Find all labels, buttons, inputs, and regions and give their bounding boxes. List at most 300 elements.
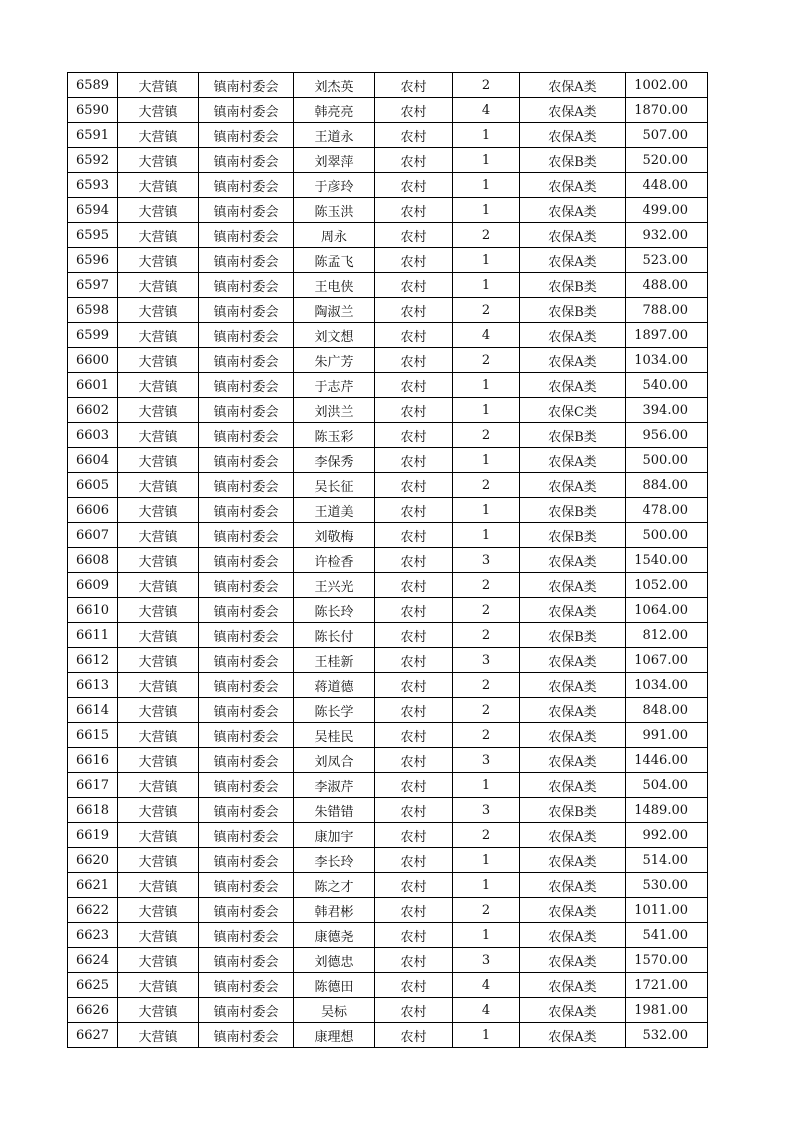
name-cell: 陈长付 xyxy=(294,623,375,648)
village-committee-cell: 镇南村委会 xyxy=(199,323,294,348)
table-row xyxy=(68,573,708,598)
name-cell: 刘文想 xyxy=(294,323,375,348)
table-row xyxy=(68,948,708,973)
table-row xyxy=(68,748,708,773)
town-cell: 大营镇 xyxy=(118,523,199,548)
village-committee-cell: 镇南村委会 xyxy=(199,1023,294,1048)
area-type-cell: 农村 xyxy=(375,198,453,223)
household-size-cell: 2 xyxy=(453,298,520,323)
area-type-cell: 农村 xyxy=(375,1023,453,1048)
town-cell: 大营镇 xyxy=(118,873,199,898)
household-size-cell: 3 xyxy=(453,648,520,673)
name-cell: 吴桂民 xyxy=(294,723,375,748)
serial-number-cell: 6600 xyxy=(68,348,118,373)
area-type-cell: 农村 xyxy=(375,573,453,598)
village-committee-cell: 镇南村委会 xyxy=(199,998,294,1023)
table-row xyxy=(68,373,708,398)
village-committee-cell: 镇南村委会 xyxy=(199,923,294,948)
area-type-cell: 农村 xyxy=(375,123,453,148)
category-cell: 农保A类 xyxy=(520,948,626,973)
town-cell: 大营镇 xyxy=(118,848,199,873)
household-size-cell: 2 xyxy=(453,473,520,498)
area-type-cell: 农村 xyxy=(375,298,453,323)
amount-cell: 1870.00 xyxy=(626,98,708,123)
village-committee-cell: 镇南村委会 xyxy=(199,898,294,923)
name-cell: 周永 xyxy=(294,223,375,248)
name-cell: 刘敬梅 xyxy=(294,523,375,548)
table-row xyxy=(68,273,708,298)
table-row xyxy=(68,423,708,448)
serial-number-cell: 6602 xyxy=(68,398,118,423)
amount-cell: 507.00 xyxy=(626,123,708,148)
amount-cell: 1540.00 xyxy=(626,548,708,573)
village-committee-cell: 镇南村委会 xyxy=(199,223,294,248)
serial-number-cell: 6604 xyxy=(68,448,118,473)
table-row xyxy=(68,323,708,348)
serial-number-cell: 6624 xyxy=(68,948,118,973)
table-row xyxy=(68,473,708,498)
household-size-cell: 1 xyxy=(453,923,520,948)
village-committee-cell: 镇南村委会 xyxy=(199,248,294,273)
amount-cell: 1721.00 xyxy=(626,973,708,998)
village-committee-cell: 镇南村委会 xyxy=(199,823,294,848)
amount-cell: 788.00 xyxy=(626,298,708,323)
category-cell: 农保A类 xyxy=(520,598,626,623)
village-committee-cell: 镇南村委会 xyxy=(199,548,294,573)
category-cell: 农保A类 xyxy=(520,373,626,398)
village-committee-cell: 镇南村委会 xyxy=(199,723,294,748)
category-cell: 农保A类 xyxy=(520,448,626,473)
serial-number-cell: 6589 xyxy=(68,73,118,98)
area-type-cell: 农村 xyxy=(375,598,453,623)
name-cell: 蒋道德 xyxy=(294,673,375,698)
village-committee-cell: 镇南村委会 xyxy=(199,698,294,723)
household-size-cell: 2 xyxy=(453,423,520,448)
name-cell: 韩亮亮 xyxy=(294,98,375,123)
table-row xyxy=(68,873,708,898)
village-committee-cell: 镇南村委会 xyxy=(199,473,294,498)
serial-number-cell: 6617 xyxy=(68,773,118,798)
area-type-cell: 农村 xyxy=(375,248,453,273)
category-cell: 农保A类 xyxy=(520,723,626,748)
household-size-cell: 1 xyxy=(453,198,520,223)
village-committee-cell: 镇南村委会 xyxy=(199,773,294,798)
name-cell: 康德尧 xyxy=(294,923,375,948)
village-committee-cell: 镇南村委会 xyxy=(199,798,294,823)
area-type-cell: 农村 xyxy=(375,423,453,448)
area-type-cell: 农村 xyxy=(375,923,453,948)
category-cell: 农保A类 xyxy=(520,73,626,98)
area-type-cell: 农村 xyxy=(375,523,453,548)
town-cell: 大营镇 xyxy=(118,348,199,373)
town-cell: 大营镇 xyxy=(118,473,199,498)
village-committee-cell: 镇南村委会 xyxy=(199,73,294,98)
category-cell: 农保C类 xyxy=(520,398,626,423)
category-cell: 农保A类 xyxy=(520,773,626,798)
category-cell: 农保A类 xyxy=(520,923,626,948)
household-size-cell: 1 xyxy=(453,148,520,173)
town-cell: 大营镇 xyxy=(118,573,199,598)
amount-cell: 1489.00 xyxy=(626,798,708,823)
village-committee-cell: 镇南村委会 xyxy=(199,948,294,973)
area-type-cell: 农村 xyxy=(375,348,453,373)
village-committee-cell: 镇南村委会 xyxy=(199,848,294,873)
amount-cell: 500.00 xyxy=(626,523,708,548)
table-row xyxy=(68,248,708,273)
table-row xyxy=(68,298,708,323)
town-cell: 大营镇 xyxy=(118,373,199,398)
category-cell: 农保A类 xyxy=(520,123,626,148)
category-cell: 农保A类 xyxy=(520,648,626,673)
amount-cell: 499.00 xyxy=(626,198,708,223)
household-size-cell: 2 xyxy=(453,673,520,698)
serial-number-cell: 6610 xyxy=(68,598,118,623)
area-type-cell: 农村 xyxy=(375,823,453,848)
category-cell: 农保A类 xyxy=(520,473,626,498)
serial-number-cell: 6594 xyxy=(68,198,118,223)
town-cell: 大营镇 xyxy=(118,98,199,123)
household-size-cell: 1 xyxy=(453,273,520,298)
amount-cell: 541.00 xyxy=(626,923,708,948)
serial-number-cell: 6620 xyxy=(68,848,118,873)
category-cell: 农保B类 xyxy=(520,623,626,648)
village-committee-cell: 镇南村委会 xyxy=(199,148,294,173)
serial-number-cell: 6614 xyxy=(68,698,118,723)
serial-number-cell: 6601 xyxy=(68,373,118,398)
table-row xyxy=(68,848,708,873)
name-cell: 吴长征 xyxy=(294,473,375,498)
name-cell: 陈德田 xyxy=(294,973,375,998)
category-cell: 农保A类 xyxy=(520,873,626,898)
serial-number-cell: 6605 xyxy=(68,473,118,498)
serial-number-cell: 6615 xyxy=(68,723,118,748)
name-cell: 朱广芳 xyxy=(294,348,375,373)
amount-cell: 1446.00 xyxy=(626,748,708,773)
town-cell: 大营镇 xyxy=(118,973,199,998)
town-cell: 大营镇 xyxy=(118,198,199,223)
household-size-cell: 1 xyxy=(453,498,520,523)
category-cell: 农保A类 xyxy=(520,998,626,1023)
amount-cell: 848.00 xyxy=(626,698,708,723)
table-row xyxy=(68,348,708,373)
category-cell: 农保B类 xyxy=(520,148,626,173)
area-type-cell: 农村 xyxy=(375,548,453,573)
serial-number-cell: 6603 xyxy=(68,423,118,448)
amount-cell: 448.00 xyxy=(626,173,708,198)
town-cell: 大营镇 xyxy=(118,123,199,148)
village-committee-cell: 镇南村委会 xyxy=(199,273,294,298)
serial-number-cell: 6592 xyxy=(68,148,118,173)
area-type-cell: 农村 xyxy=(375,973,453,998)
amount-cell: 992.00 xyxy=(626,823,708,848)
serial-number-cell: 6590 xyxy=(68,98,118,123)
household-size-cell: 1 xyxy=(453,398,520,423)
serial-number-cell: 6608 xyxy=(68,548,118,573)
household-size-cell: 2 xyxy=(453,348,520,373)
name-cell: 许检香 xyxy=(294,548,375,573)
serial-number-cell: 6618 xyxy=(68,798,118,823)
household-size-cell: 3 xyxy=(453,748,520,773)
town-cell: 大营镇 xyxy=(118,748,199,773)
area-type-cell: 农村 xyxy=(375,448,453,473)
household-size-cell: 1 xyxy=(453,523,520,548)
amount-cell: 1034.00 xyxy=(626,673,708,698)
table-row xyxy=(68,698,708,723)
village-committee-cell: 镇南村委会 xyxy=(199,198,294,223)
town-cell: 大营镇 xyxy=(118,298,199,323)
category-cell: 农保A类 xyxy=(520,898,626,923)
serial-number-cell: 6616 xyxy=(68,748,118,773)
amount-cell: 956.00 xyxy=(626,423,708,448)
category-cell: 农保A类 xyxy=(520,248,626,273)
category-cell: 农保A类 xyxy=(520,173,626,198)
village-committee-cell: 镇南村委会 xyxy=(199,598,294,623)
category-cell: 农保A类 xyxy=(520,198,626,223)
town-cell: 大营镇 xyxy=(118,548,199,573)
serial-number-cell: 6626 xyxy=(68,998,118,1023)
name-cell: 陈孟飞 xyxy=(294,248,375,273)
table-row xyxy=(68,98,708,123)
name-cell: 韩君彬 xyxy=(294,898,375,923)
table-row xyxy=(68,1023,708,1048)
roster-table xyxy=(67,72,708,1048)
table-row xyxy=(68,973,708,998)
category-cell: 农保A类 xyxy=(520,98,626,123)
household-size-cell: 4 xyxy=(453,998,520,1023)
household-size-cell: 2 xyxy=(453,698,520,723)
name-cell: 于志芹 xyxy=(294,373,375,398)
amount-cell: 530.00 xyxy=(626,873,708,898)
village-committee-cell: 镇南村委会 xyxy=(199,648,294,673)
serial-number-cell: 6622 xyxy=(68,898,118,923)
village-committee-cell: 镇南村委会 xyxy=(199,498,294,523)
table-row xyxy=(68,498,708,523)
household-size-cell: 3 xyxy=(453,798,520,823)
table-row xyxy=(68,923,708,948)
household-size-cell: 1 xyxy=(453,773,520,798)
area-type-cell: 农村 xyxy=(375,848,453,873)
serial-number-cell: 6597 xyxy=(68,273,118,298)
serial-number-cell: 6606 xyxy=(68,498,118,523)
village-committee-cell: 镇南村委会 xyxy=(199,373,294,398)
amount-cell: 532.00 xyxy=(626,1023,708,1048)
name-cell: 吴标 xyxy=(294,998,375,1023)
town-cell: 大营镇 xyxy=(118,698,199,723)
household-size-cell: 1 xyxy=(453,123,520,148)
town-cell: 大营镇 xyxy=(118,798,199,823)
area-type-cell: 农村 xyxy=(375,623,453,648)
amount-cell: 514.00 xyxy=(626,848,708,873)
amount-cell: 540.00 xyxy=(626,373,708,398)
household-size-cell: 2 xyxy=(453,73,520,98)
village-committee-cell: 镇南村委会 xyxy=(199,523,294,548)
amount-cell: 394.00 xyxy=(626,398,708,423)
town-cell: 大营镇 xyxy=(118,673,199,698)
amount-cell: 520.00 xyxy=(626,148,708,173)
town-cell: 大营镇 xyxy=(118,173,199,198)
household-size-cell: 2 xyxy=(453,623,520,648)
table-row xyxy=(68,773,708,798)
amount-cell: 932.00 xyxy=(626,223,708,248)
name-cell: 王桂新 xyxy=(294,648,375,673)
category-cell: 农保B类 xyxy=(520,498,626,523)
name-cell: 王道美 xyxy=(294,498,375,523)
name-cell: 王电侠 xyxy=(294,273,375,298)
household-size-cell: 1 xyxy=(453,173,520,198)
household-size-cell: 2 xyxy=(453,598,520,623)
amount-cell: 1052.00 xyxy=(626,573,708,598)
name-cell: 陈之才 xyxy=(294,873,375,898)
village-committee-cell: 镇南村委会 xyxy=(199,423,294,448)
household-size-cell: 4 xyxy=(453,973,520,998)
category-cell: 农保A类 xyxy=(520,1023,626,1048)
area-type-cell: 农村 xyxy=(375,398,453,423)
name-cell: 刘德忠 xyxy=(294,948,375,973)
household-size-cell: 2 xyxy=(453,573,520,598)
area-type-cell: 农村 xyxy=(375,998,453,1023)
town-cell: 大营镇 xyxy=(118,998,199,1023)
household-size-cell: 3 xyxy=(453,548,520,573)
amount-cell: 1981.00 xyxy=(626,998,708,1023)
town-cell: 大营镇 xyxy=(118,273,199,298)
roster-table-body xyxy=(68,73,708,1048)
household-size-cell: 4 xyxy=(453,98,520,123)
area-type-cell: 农村 xyxy=(375,773,453,798)
amount-cell: 1570.00 xyxy=(626,948,708,973)
amount-cell: 1034.00 xyxy=(626,348,708,373)
name-cell: 李保秀 xyxy=(294,448,375,473)
serial-number-cell: 6625 xyxy=(68,973,118,998)
village-committee-cell: 镇南村委会 xyxy=(199,398,294,423)
area-type-cell: 农村 xyxy=(375,373,453,398)
area-type-cell: 农村 xyxy=(375,648,453,673)
town-cell: 大营镇 xyxy=(118,498,199,523)
table-row xyxy=(68,448,708,473)
name-cell: 陈玉洪 xyxy=(294,198,375,223)
category-cell: 农保B类 xyxy=(520,523,626,548)
area-type-cell: 农村 xyxy=(375,498,453,523)
name-cell: 李淑芹 xyxy=(294,773,375,798)
household-size-cell: 1 xyxy=(453,873,520,898)
name-cell: 朱错错 xyxy=(294,798,375,823)
area-type-cell: 农村 xyxy=(375,873,453,898)
area-type-cell: 农村 xyxy=(375,798,453,823)
table-row xyxy=(68,173,708,198)
name-cell: 王兴光 xyxy=(294,573,375,598)
area-type-cell: 农村 xyxy=(375,673,453,698)
area-type-cell: 农村 xyxy=(375,948,453,973)
category-cell: 农保B类 xyxy=(520,423,626,448)
category-cell: 农保A类 xyxy=(520,348,626,373)
amount-cell: 884.00 xyxy=(626,473,708,498)
town-cell: 大营镇 xyxy=(118,448,199,473)
town-cell: 大营镇 xyxy=(118,823,199,848)
village-committee-cell: 镇南村委会 xyxy=(199,873,294,898)
town-cell: 大营镇 xyxy=(118,73,199,98)
town-cell: 大营镇 xyxy=(118,223,199,248)
serial-number-cell: 6607 xyxy=(68,523,118,548)
area-type-cell: 农村 xyxy=(375,698,453,723)
amount-cell: 523.00 xyxy=(626,248,708,273)
table-row xyxy=(68,148,708,173)
town-cell: 大营镇 xyxy=(118,623,199,648)
town-cell: 大营镇 xyxy=(118,148,199,173)
household-size-cell: 2 xyxy=(453,898,520,923)
name-cell: 陶淑兰 xyxy=(294,298,375,323)
name-cell: 李长玲 xyxy=(294,848,375,873)
area-type-cell: 农村 xyxy=(375,223,453,248)
category-cell: 农保B类 xyxy=(520,273,626,298)
serial-number-cell: 6613 xyxy=(68,673,118,698)
table-row xyxy=(68,898,708,923)
amount-cell: 991.00 xyxy=(626,723,708,748)
area-type-cell: 农村 xyxy=(375,723,453,748)
table-row xyxy=(68,673,708,698)
area-type-cell: 农村 xyxy=(375,73,453,98)
category-cell: 农保A类 xyxy=(520,223,626,248)
area-type-cell: 农村 xyxy=(375,323,453,348)
area-type-cell: 农村 xyxy=(375,898,453,923)
name-cell: 刘洪兰 xyxy=(294,398,375,423)
village-committee-cell: 镇南村委会 xyxy=(199,973,294,998)
town-cell: 大营镇 xyxy=(118,773,199,798)
table-row xyxy=(68,823,708,848)
category-cell: 农保A类 xyxy=(520,573,626,598)
serial-number-cell: 6627 xyxy=(68,1023,118,1048)
village-committee-cell: 镇南村委会 xyxy=(199,173,294,198)
table-row xyxy=(68,623,708,648)
village-committee-cell: 镇南村委会 xyxy=(199,298,294,323)
serial-number-cell: 6619 xyxy=(68,823,118,848)
amount-cell: 1897.00 xyxy=(626,323,708,348)
category-cell: 农保A类 xyxy=(520,748,626,773)
serial-number-cell: 6593 xyxy=(68,173,118,198)
serial-number-cell: 6623 xyxy=(68,923,118,948)
table-row xyxy=(68,548,708,573)
town-cell: 大营镇 xyxy=(118,598,199,623)
area-type-cell: 农村 xyxy=(375,148,453,173)
town-cell: 大营镇 xyxy=(118,923,199,948)
table-row xyxy=(68,998,708,1023)
town-cell: 大营镇 xyxy=(118,898,199,923)
category-cell: 农保A类 xyxy=(520,698,626,723)
town-cell: 大营镇 xyxy=(118,423,199,448)
table-row xyxy=(68,73,708,98)
name-cell: 陈长学 xyxy=(294,698,375,723)
serial-number-cell: 6609 xyxy=(68,573,118,598)
serial-number-cell: 6599 xyxy=(68,323,118,348)
name-cell: 王道永 xyxy=(294,123,375,148)
category-cell: 农保A类 xyxy=(520,823,626,848)
household-size-cell: 1 xyxy=(453,248,520,273)
household-size-cell: 1 xyxy=(453,448,520,473)
table-row xyxy=(68,598,708,623)
serial-number-cell: 6598 xyxy=(68,298,118,323)
area-type-cell: 农村 xyxy=(375,473,453,498)
town-cell: 大营镇 xyxy=(118,948,199,973)
area-type-cell: 农村 xyxy=(375,748,453,773)
table-row xyxy=(68,398,708,423)
name-cell: 康理想 xyxy=(294,1023,375,1048)
category-cell: 农保B类 xyxy=(520,298,626,323)
name-cell: 陈玉彩 xyxy=(294,423,375,448)
village-committee-cell: 镇南村委会 xyxy=(199,123,294,148)
serial-number-cell: 6596 xyxy=(68,248,118,273)
amount-cell: 1011.00 xyxy=(626,898,708,923)
name-cell: 刘凤合 xyxy=(294,748,375,773)
village-committee-cell: 镇南村委会 xyxy=(199,448,294,473)
household-size-cell: 2 xyxy=(453,723,520,748)
